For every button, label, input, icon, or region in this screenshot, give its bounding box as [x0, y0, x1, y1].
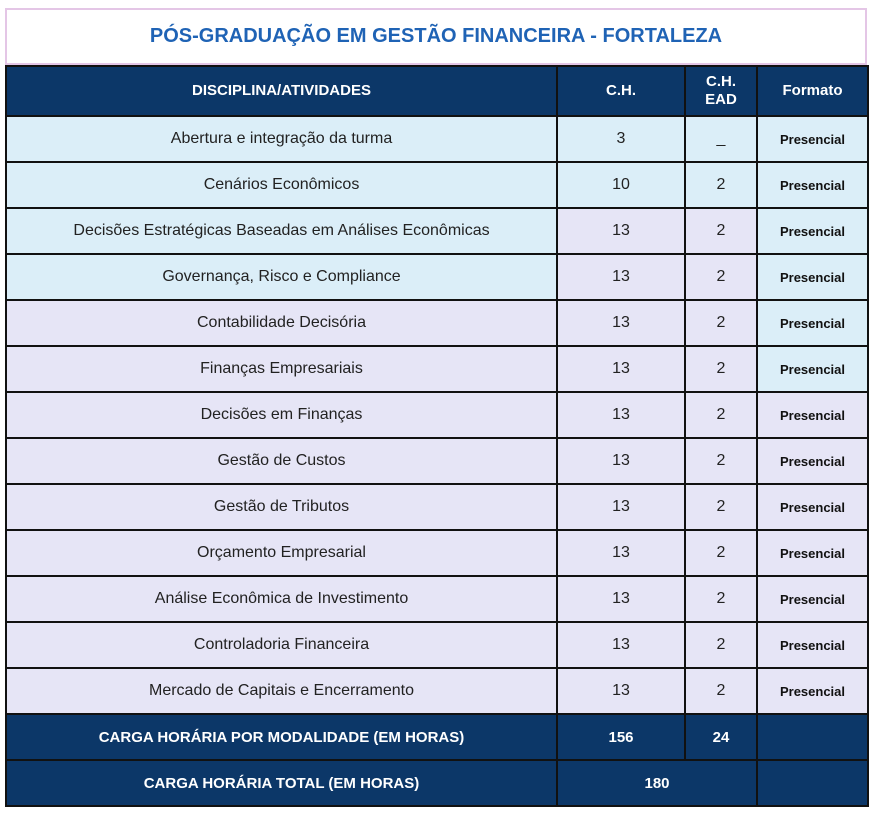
modality-total-row: [6, 714, 868, 760]
row-discipline: Decisões em Finanças: [6, 392, 557, 438]
modality-total-ch: 156: [557, 714, 685, 760]
modality-total-label: CARGA HORÁRIA POR MODALIDADE (EM HORAS): [6, 714, 557, 760]
row-ead: 2: [685, 576, 757, 622]
row-ch: 13: [557, 346, 685, 392]
row-ead: 2: [685, 484, 757, 530]
schedule-table: [5, 65, 869, 807]
table-row: [6, 668, 868, 714]
row-ch: 13: [557, 576, 685, 622]
row-discipline: Contabilidade Decisória: [6, 300, 557, 346]
row-ch: 13: [557, 438, 685, 484]
grand-total-label: CARGA HORÁRIA TOTAL (EM HORAS): [6, 760, 557, 806]
row-format: Presencial: [757, 116, 868, 162]
row-ead: 2: [685, 346, 757, 392]
row-ch: 13: [557, 208, 685, 254]
row-discipline: Finanças Empresariais: [6, 346, 557, 392]
table-row: [6, 208, 868, 254]
table-row: [6, 254, 868, 300]
table-row: [6, 484, 868, 530]
row-format: Presencial: [757, 484, 868, 530]
table-row: [6, 116, 868, 162]
table-row: [6, 392, 868, 438]
row-ch: 13: [557, 668, 685, 714]
grand-total-row: [6, 760, 868, 806]
row-discipline: Análise Econômica de Investimento: [6, 576, 557, 622]
row-ch: 10: [557, 162, 685, 208]
row-ead: 2: [685, 668, 757, 714]
header-ch-ead: [685, 66, 757, 116]
row-ch: 13: [557, 530, 685, 576]
header-disciplina: DISCIPLINA/ATIVIDADES: [6, 66, 557, 116]
table-row: [6, 622, 868, 668]
header-ch: C.H.: [557, 66, 685, 116]
row-format: Presencial: [757, 438, 868, 484]
row-ead: 2: [685, 530, 757, 576]
grand-total-empty: [757, 760, 868, 806]
row-discipline: Orçamento Empresarial: [6, 530, 557, 576]
row-ead: 2: [685, 254, 757, 300]
header-ch-ead-line1: C.H.: [706, 73, 736, 90]
row-discipline: Abertura e integração da turma: [6, 116, 557, 162]
row-ead: 2: [685, 392, 757, 438]
row-discipline: Cenários Econômicos: [6, 162, 557, 208]
row-ead: 2: [685, 300, 757, 346]
table-row: [6, 300, 868, 346]
table-row: [6, 576, 868, 622]
row-discipline: Decisões Estratégicas Baseadas em Análises Econômicas: [6, 208, 557, 254]
row-ch: 13: [557, 254, 685, 300]
modality-total-ead: 24: [685, 714, 757, 760]
row-format: Presencial: [757, 254, 868, 300]
header-ch-ead-line2: EAD: [705, 91, 737, 108]
row-ch: 13: [557, 484, 685, 530]
row-format: Presencial: [757, 346, 868, 392]
page-title: PÓS-GRADUAÇÃO EM GESTÃO FINANCEIRA - FORTALEZA: [5, 8, 867, 65]
row-format: Presencial: [757, 530, 868, 576]
table-row: [6, 438, 868, 484]
row-format: Presencial: [757, 622, 868, 668]
row-format: Presencial: [757, 392, 868, 438]
row-format: Presencial: [757, 208, 868, 254]
row-ead: _: [685, 116, 757, 162]
row-discipline: Controladoria Financeira: [6, 622, 557, 668]
row-ead: 2: [685, 438, 757, 484]
row-discipline: Mercado de Capitais e Encerramento: [6, 668, 557, 714]
row-ead: 2: [685, 162, 757, 208]
row-ch: 13: [557, 622, 685, 668]
row-ch: 13: [557, 392, 685, 438]
row-ead: 2: [685, 208, 757, 254]
table-row: [6, 346, 868, 392]
row-ch: 13: [557, 300, 685, 346]
row-discipline: Gestão de Tributos: [6, 484, 557, 530]
schedule-document: [5, 8, 867, 807]
header-formato: Formato: [757, 66, 868, 116]
row-ead: 2: [685, 622, 757, 668]
row-format: Presencial: [757, 668, 868, 714]
table-header-row: [6, 66, 868, 116]
row-format: Presencial: [757, 576, 868, 622]
row-format: Presencial: [757, 162, 868, 208]
row-discipline: Governança, Risco e Compliance: [6, 254, 557, 300]
table-row: [6, 530, 868, 576]
row-discipline: Gestão de Custos: [6, 438, 557, 484]
row-ch: 3: [557, 116, 685, 162]
table-row: [6, 162, 868, 208]
modality-total-empty: [757, 714, 868, 760]
row-format: Presencial: [757, 300, 868, 346]
grand-total-value: 180: [557, 760, 757, 806]
